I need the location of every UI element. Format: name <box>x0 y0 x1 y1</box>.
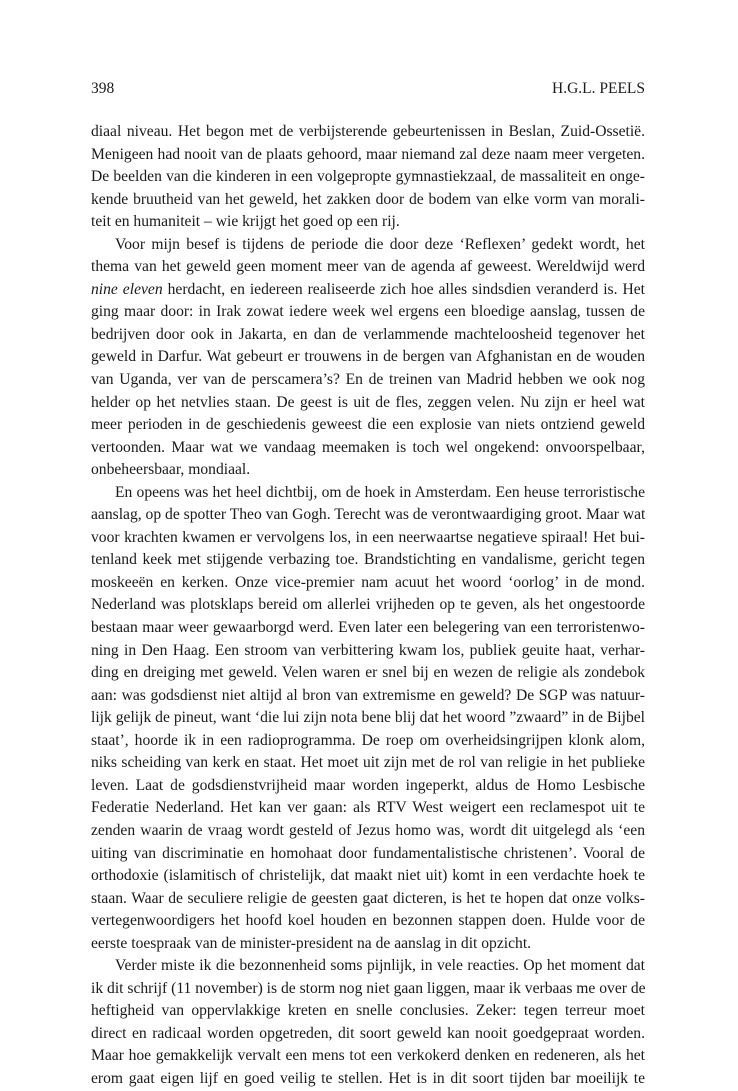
running-head: H.G.L. PEELS <box>552 80 645 97</box>
text-line <box>91 707 645 730</box>
text-line <box>91 459 645 482</box>
text-line <box>91 189 645 212</box>
text-line-content: herdacht, en iedereen realiseerde zich hoe alles sindsdien veranderd is. Het <box>162 280 646 298</box>
text-line-content: kende bruutheid van het geweld, het zakken door de bodem van elke vorm van morali- <box>91 190 645 208</box>
text-line-content: van Uganda, ver van de perscamera’s? En de treinen van Madrid hebben we ook nog <box>91 371 645 389</box>
text-line <box>91 594 645 617</box>
text-line-content: heftigheid van oppervlakkige kreten en snelle conclusies. Zeker: tegen terreur moet <box>91 1002 645 1020</box>
text-line-content: uiting van discriminatie en homohaat door fundamentalistische christenen’. Vooral de <box>91 844 645 862</box>
text-line-content: niks scheiding van kerk en staat. Het moet uit zijn met de rol van religie in het publieke <box>91 754 645 772</box>
text-line-content: direct en radicaal worden opgetreden, dit soort geweld kan nooit goedgepraat worden. <box>91 1024 645 1042</box>
text-line <box>91 617 645 640</box>
text-line <box>91 144 645 167</box>
text-line <box>91 933 645 956</box>
text-line <box>91 888 645 911</box>
text-line <box>91 843 645 866</box>
text-line-content: Menigeen had nooit van de plaats gehoord, maar niemand zal deze naam meer vergeten. <box>91 145 645 163</box>
text-line <box>91 955 645 978</box>
text-line-content: teit en humaniteit – wie krijgt het goed op een rij. <box>91 213 400 231</box>
text-line <box>91 572 645 595</box>
page-number: 398 <box>91 80 115 97</box>
text-line-content: ning in Den Haag. Een stroom van verbittering kwam los, publiek geuite haat, verhar- <box>91 641 645 659</box>
text-line-content: vertoonden. Maar wat we vandaag meemaken is toch wel ongekend: onvoorspelbaar, <box>91 438 645 456</box>
text-line-content: staan. Waar de seculiere religie de geesten gaat dicteren, is het te hopen dat onze volks- <box>91 889 645 907</box>
text-line-content: eerste toespraak van de minister-president na de aanslag in dit opzicht. <box>91 934 532 952</box>
text-line <box>91 797 645 820</box>
text-line <box>91 121 645 144</box>
text-line <box>91 752 645 775</box>
text-line <box>91 437 645 460</box>
text-line <box>91 730 645 753</box>
text-line-content: diaal niveau. Het begon met de verbijsterende gebeurtenissen in Beslan, Zuid-Ossetië. <box>91 123 645 140</box>
text-line <box>91 640 645 663</box>
text-line <box>91 504 645 527</box>
text-line <box>91 324 645 347</box>
text-line-content: vertegenwoordigers het hoofd koel houden en bezonnen stappen doen. Hulde voor de <box>91 912 645 930</box>
text-line <box>91 1068 645 1091</box>
text-line <box>91 369 645 392</box>
text-line <box>91 279 645 302</box>
text-line-content: Federatie Nederland. Het kan ver gaan: als RTV West weigert een reclamespot uit te <box>91 799 645 817</box>
text-line-content: bestaan maar weer gewaarborgd werd. Even later een belegering van een terroristenwo- <box>91 619 645 637</box>
text-line-content: voor krachten kwamen er vervolgens los, in een neerwaartse negatieve spiraal! Het bui- <box>91 528 645 546</box>
text-line <box>91 256 645 279</box>
text-line-content: geweld in Darfur. Wat gebeurt er trouwens in de bergen van Afghanistan en de wouden <box>91 348 645 366</box>
text-line-content: ding en dreiging met geweld. Velen waren er snel bij en wezen de religie als zondebok <box>91 664 645 682</box>
text-line <box>91 482 645 505</box>
text-line-content: thema van het geweld geen moment meer van de agenda af geweest. Wereldwijd werd <box>91 258 645 276</box>
text-line-content: onbeheersbaar, mondiaal. <box>91 461 251 479</box>
text-line-content: Nederland was plotsklaps bereid om allerlei vrijheden op te geven, als het ongestoorde <box>91 596 645 614</box>
text-line-content: ik dit schrijf (11 november) is de storm nog niet gaan liggen, maar ik verbaas me over de <box>91 979 646 997</box>
text-line <box>91 549 645 572</box>
text-line <box>91 1023 645 1046</box>
text-line-content: tenland keek met stijgende verbazing toe. Brandstichting en vandalisme, gericht tegen <box>91 551 645 569</box>
text-line <box>91 865 645 888</box>
text-line-content: zenden waarin de vraag wordt gesteld of Jezus homo was, wordt dit uitgelegd als ‘een <box>91 821 645 839</box>
text-line-content: Voor mijn besef is tijdens de periode die door deze ‘Reflexen’ gedekt wordt, het <box>115 235 645 253</box>
text-line-content: aan: was godsdienst niet altijd al bron van extremisme en geweld? De SGP was natuur- <box>91 686 645 704</box>
text-line-content: staat’, hoorde ik in een radioprogramma. De roep om overheidsingrijpen klonk alom, <box>91 731 645 749</box>
text-line-content: meer perioden in de geschiedenis geweest die een explosie van niets ontziend geweld <box>91 416 645 434</box>
text-line-content: orthodoxie (islamitisch of christelijk, dat maakt niet uit) komt in een verdachte hoek te <box>91 867 645 885</box>
text-line-content: moskeeën en kerken. Onze vice-premier nam acuut het woord ‘oorlog’ in de mond. <box>91 573 645 591</box>
text-line <box>91 820 645 843</box>
text-line <box>91 527 645 550</box>
text-line <box>91 775 645 798</box>
text-line-content: Verder miste ik die bezonnenheid soms pijnlijk, in vele reacties. Op het moment dat <box>115 957 645 975</box>
text-line-content: helder op het netvlies staan. De geest is uit de fles, zeggen velen. Nu zijn er heel wat <box>91 393 645 411</box>
italic-phrase: nine eleven <box>91 280 163 298</box>
text-line-content: bedrijven door ook in Jakarta, en dan de verlammende machteloosheid tegenover het <box>91 325 645 343</box>
text-line-content: erom gaat eigen lijf en goed veilig te stellen. Het is in dit soort tijden bar moeilijk te <box>91 1069 645 1087</box>
text-line-content: lijk gelijk de pineut, want ‘die lui zijn nota bene blij dat het woord ”zwaard” in de Bijbel <box>91 709 645 727</box>
text-line <box>91 234 645 257</box>
text-line <box>91 301 645 324</box>
text-line-content: De beelden van die kinderen in een volgepropte gymnastiekzaal, de massaliteit en onge- <box>91 168 645 186</box>
text-line <box>91 414 645 437</box>
text-line-content: aanslag, op de spotter Theo van Gogh. Terecht was de verontwaardiging groot. Maar wat <box>91 506 646 524</box>
text-line <box>91 392 645 415</box>
text-line <box>91 211 645 234</box>
body-text <box>91 121 645 1091</box>
text-line <box>91 346 645 369</box>
text-line <box>91 978 645 1001</box>
text-line-content: leven. Laat de godsdienstvrijheid maar worden ingeperkt, aldus de Homo Lesbische <box>91 776 645 794</box>
text-line <box>91 1000 645 1023</box>
text-line <box>91 166 645 189</box>
text-line <box>91 685 645 708</box>
text-line-content: En opeens was het heel dichtbij, om de hoek in Amsterdam. Een heuse terroristische <box>115 483 645 501</box>
text-line-content: Maar hoe gemakkelijk vervalt een mens tot een verkokerd denken en redeneren, als het <box>91 1047 645 1065</box>
text-line <box>91 662 645 685</box>
text-line <box>91 1045 645 1068</box>
page-header <box>91 78 645 100</box>
text-line-content: ging maar door: in Irak zowat iedere week wel ergens een bloedige aanslag, tussen de <box>91 303 645 321</box>
text-line <box>91 910 645 933</box>
